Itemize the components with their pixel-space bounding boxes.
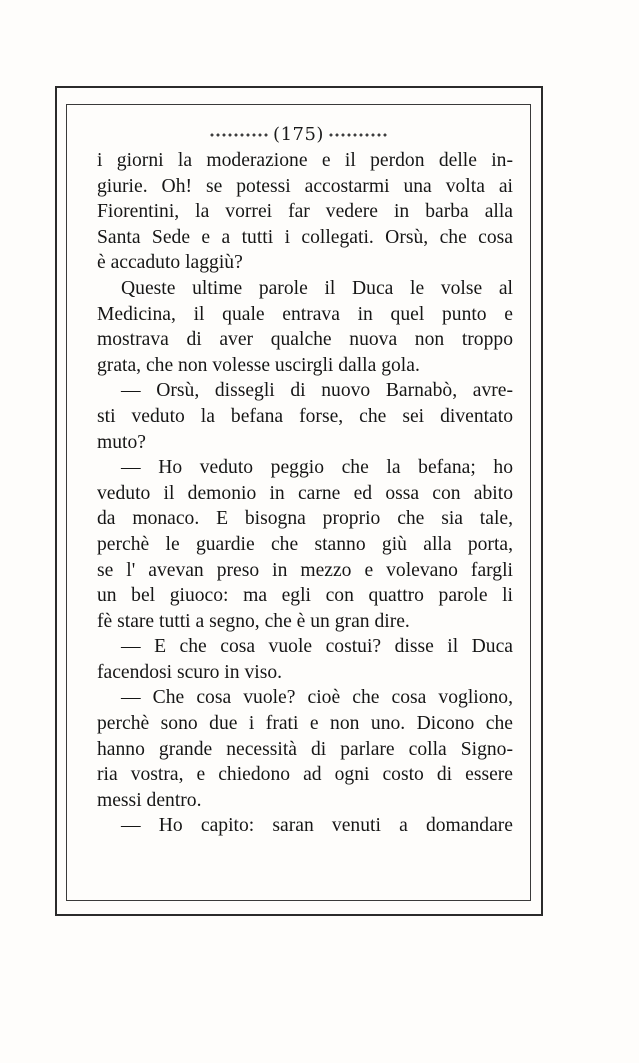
text-line: da monaco. E bisogna proprio che sia tale, (97, 508, 513, 530)
text-line: — E che cosa vuole costui? disse il Duca (121, 636, 513, 658)
text-line: ria vostra, e chiedono ad ogni costo di essere (97, 764, 513, 786)
text-line: — Ho capito: saran venuti a domandare (121, 815, 513, 837)
page-number-value: 175 (280, 124, 317, 145)
text-line: se l' avevan preso in mezzo e volevano fargli (97, 559, 513, 581)
text-line: messi dentro. (97, 789, 202, 811)
text-line: un bel giuoco: ma egli con quattro parole li (97, 585, 513, 607)
text-line: — Orsù, dissegli di nuovo Barnabò, avre- (121, 380, 513, 402)
text-line: i giorni la moderazione e il perdon delle in- (97, 150, 513, 171)
right-ornament-icon (328, 131, 388, 139)
text-line: giurie. Oh! se potessi accostarmi una volta ai (97, 175, 513, 197)
text-line: Queste ultime parole il Duca le volse al (121, 277, 513, 299)
text-line: perchè sono due i frati e non uno. Dicono che (97, 713, 513, 735)
text-line: Fiorentini, la vorrei far vedere in barba alla (97, 201, 513, 223)
text-line: perchè le guardie che stanno giù alla porta, (97, 533, 513, 555)
text-line: facendosi scuro in viso. (97, 661, 283, 683)
page-header (66, 124, 531, 145)
text-line: grata, che non volesse uscirgli dalla gola. (97, 354, 420, 376)
text-line: muto? (97, 431, 146, 453)
text-line: Medicina, il quale entrava in quel punto e (97, 303, 513, 325)
text-line: hanno grande necessità di parlare colla Signo- (97, 738, 513, 760)
text-line: mostrava di aver qualche nuova non troppo (97, 329, 513, 351)
text-line: è accaduto laggiù? (97, 252, 243, 274)
text-line: — Ho veduto peggio che la befana; ho (121, 457, 513, 479)
left-ornament-icon (209, 131, 269, 139)
text-line: — Che cosa vuole? cioè che cosa vogliono, (121, 687, 513, 709)
text-line: Santa Sede e a tutti i collegati. Orsù, che cosa (97, 226, 513, 248)
body-text (97, 148, 513, 839)
text-line: veduto il demonio in carne ed ossa con abito (97, 482, 513, 504)
text-line: fè stare tutti a segno, che è un gran dire. (97, 610, 410, 632)
text-line: sti veduto la befana forse, che sei diventato (97, 405, 513, 427)
page-number: (175) (273, 124, 324, 145)
